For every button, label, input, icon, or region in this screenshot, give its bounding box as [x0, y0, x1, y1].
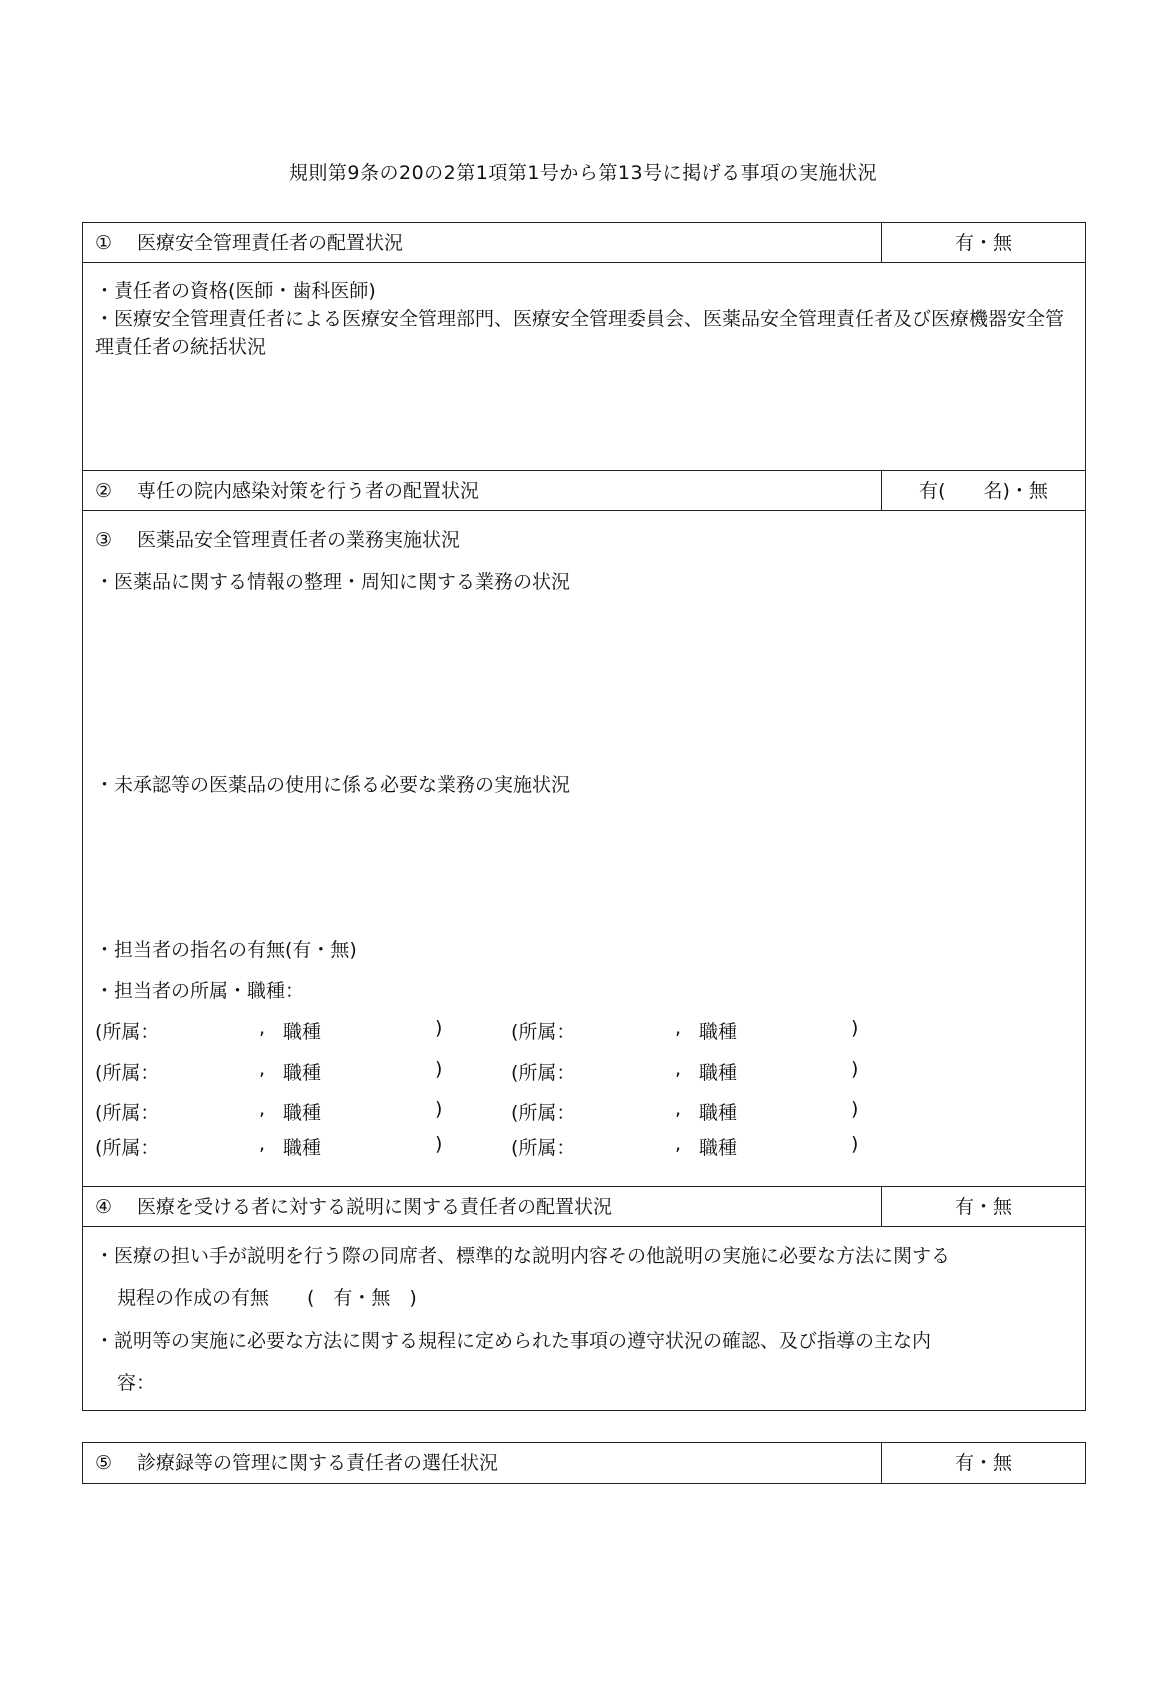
section3-item2: ・未承認等の医薬品の使用に係る必要な業務の実施状況: [95, 774, 571, 796]
affiliation-label: (所属：: [511, 1137, 576, 1159]
comma: ,: [675, 1133, 682, 1155]
section4-item1-line2: 規程の作成の有無 ( 有・無 ): [117, 1287, 417, 1309]
section3-number: ③: [95, 529, 113, 551]
section2-status: 有( 名)・無: [881, 471, 1085, 510]
job-label: 職種: [699, 1137, 738, 1159]
close-paren: ): [435, 1133, 443, 1155]
job-label: 職種: [699, 1021, 738, 1043]
comma: ,: [259, 1058, 266, 1080]
comma: ,: [259, 1017, 266, 1039]
section4-item2-line1: ・説明等の実施に必要な方法に関する規程に定められた事項の遵守状況の確認、及び指導の主な内: [95, 1330, 932, 1352]
page-title: 規則第9条の20の2第1項第1号から第13号に掲げる事項の実施状況: [288, 162, 878, 184]
job-label: 職種: [283, 1102, 322, 1124]
affiliation-label: (所属：: [511, 1021, 576, 1043]
close-paren: ): [851, 1133, 859, 1155]
section1-item1: ・責任者の資格(医師・歯科医師): [95, 280, 376, 302]
section3-label: 医薬品安全管理責任者の業務実施状況: [137, 529, 461, 551]
close-paren: ): [435, 1098, 443, 1120]
close-paren: ): [435, 1017, 443, 1039]
comma: ,: [675, 1058, 682, 1080]
close-paren: ): [851, 1017, 859, 1039]
job-label: 職種: [699, 1062, 738, 1084]
section1-header: [83, 223, 1085, 263]
close-paren: ): [851, 1098, 859, 1120]
section2-number: ②: [95, 480, 113, 502]
section1-item2: ・医療安全管理責任者による医療安全管理部門、医療安全管理委員会、医薬品安全管理責任者及び医療機器安全管理責任者の統括状況: [95, 308, 1065, 358]
section1-status: 有・無: [881, 223, 1085, 262]
main-table: [82, 222, 1086, 1411]
section4-body: [83, 1227, 1085, 1410]
section5-status: 有・無: [881, 1443, 1085, 1483]
affiliation-label: (所属：: [95, 1062, 160, 1084]
section2-label: 専任の院内感染対策を行う者の配置状況: [137, 480, 480, 502]
section4-item2-line2: 容：: [117, 1372, 156, 1394]
comma: ,: [675, 1098, 682, 1120]
section3-item4: ・担当者の所属・職種：: [95, 980, 305, 1002]
comma: ,: [675, 1017, 682, 1039]
section4-header: [83, 1187, 1085, 1227]
job-label: 職種: [283, 1137, 322, 1159]
section4-item1-line1: ・医療の担い手が説明を行う際の同席者、標準的な説明内容その他説明の実施に必要な方法に関する: [95, 1245, 951, 1267]
job-label: 職種: [283, 1021, 322, 1043]
job-label: 職種: [283, 1062, 322, 1084]
section1-label: 医療安全管理責任者の配置状況: [137, 232, 404, 254]
close-paren: ): [435, 1058, 443, 1080]
section3-item3: ・担当者の指名の有無(有・無): [95, 939, 357, 961]
affiliation-label: (所属：: [95, 1021, 160, 1043]
section5-label: 診療録等の管理に関する責任者の選任状況: [137, 1452, 499, 1474]
section1-body: [83, 263, 1085, 471]
section5-table: [82, 1442, 1086, 1484]
section1-number: ①: [95, 232, 113, 254]
section4-status: 有・無: [881, 1187, 1085, 1226]
affiliation-label: (所属：: [511, 1062, 576, 1084]
affiliation-label: (所属：: [511, 1102, 576, 1124]
section5-header: [83, 1443, 1085, 1483]
section4-number: ④: [95, 1196, 113, 1218]
comma: ,: [259, 1133, 266, 1155]
section3-item1: ・医薬品に関する情報の整理・周知に関する業務の状況: [95, 571, 571, 593]
affiliation-label: (所属：: [95, 1137, 160, 1159]
section4-label: 医療を受ける者に対する説明に関する責任者の配置状況: [137, 1196, 613, 1218]
job-label: 職種: [699, 1102, 738, 1124]
comma: ,: [259, 1098, 266, 1120]
affiliation-label: (所属：: [95, 1102, 160, 1124]
close-paren: ): [851, 1058, 859, 1080]
section5-number: ⑤: [95, 1452, 113, 1474]
section3-body: [83, 511, 1085, 1187]
section2-header: [83, 471, 1085, 511]
